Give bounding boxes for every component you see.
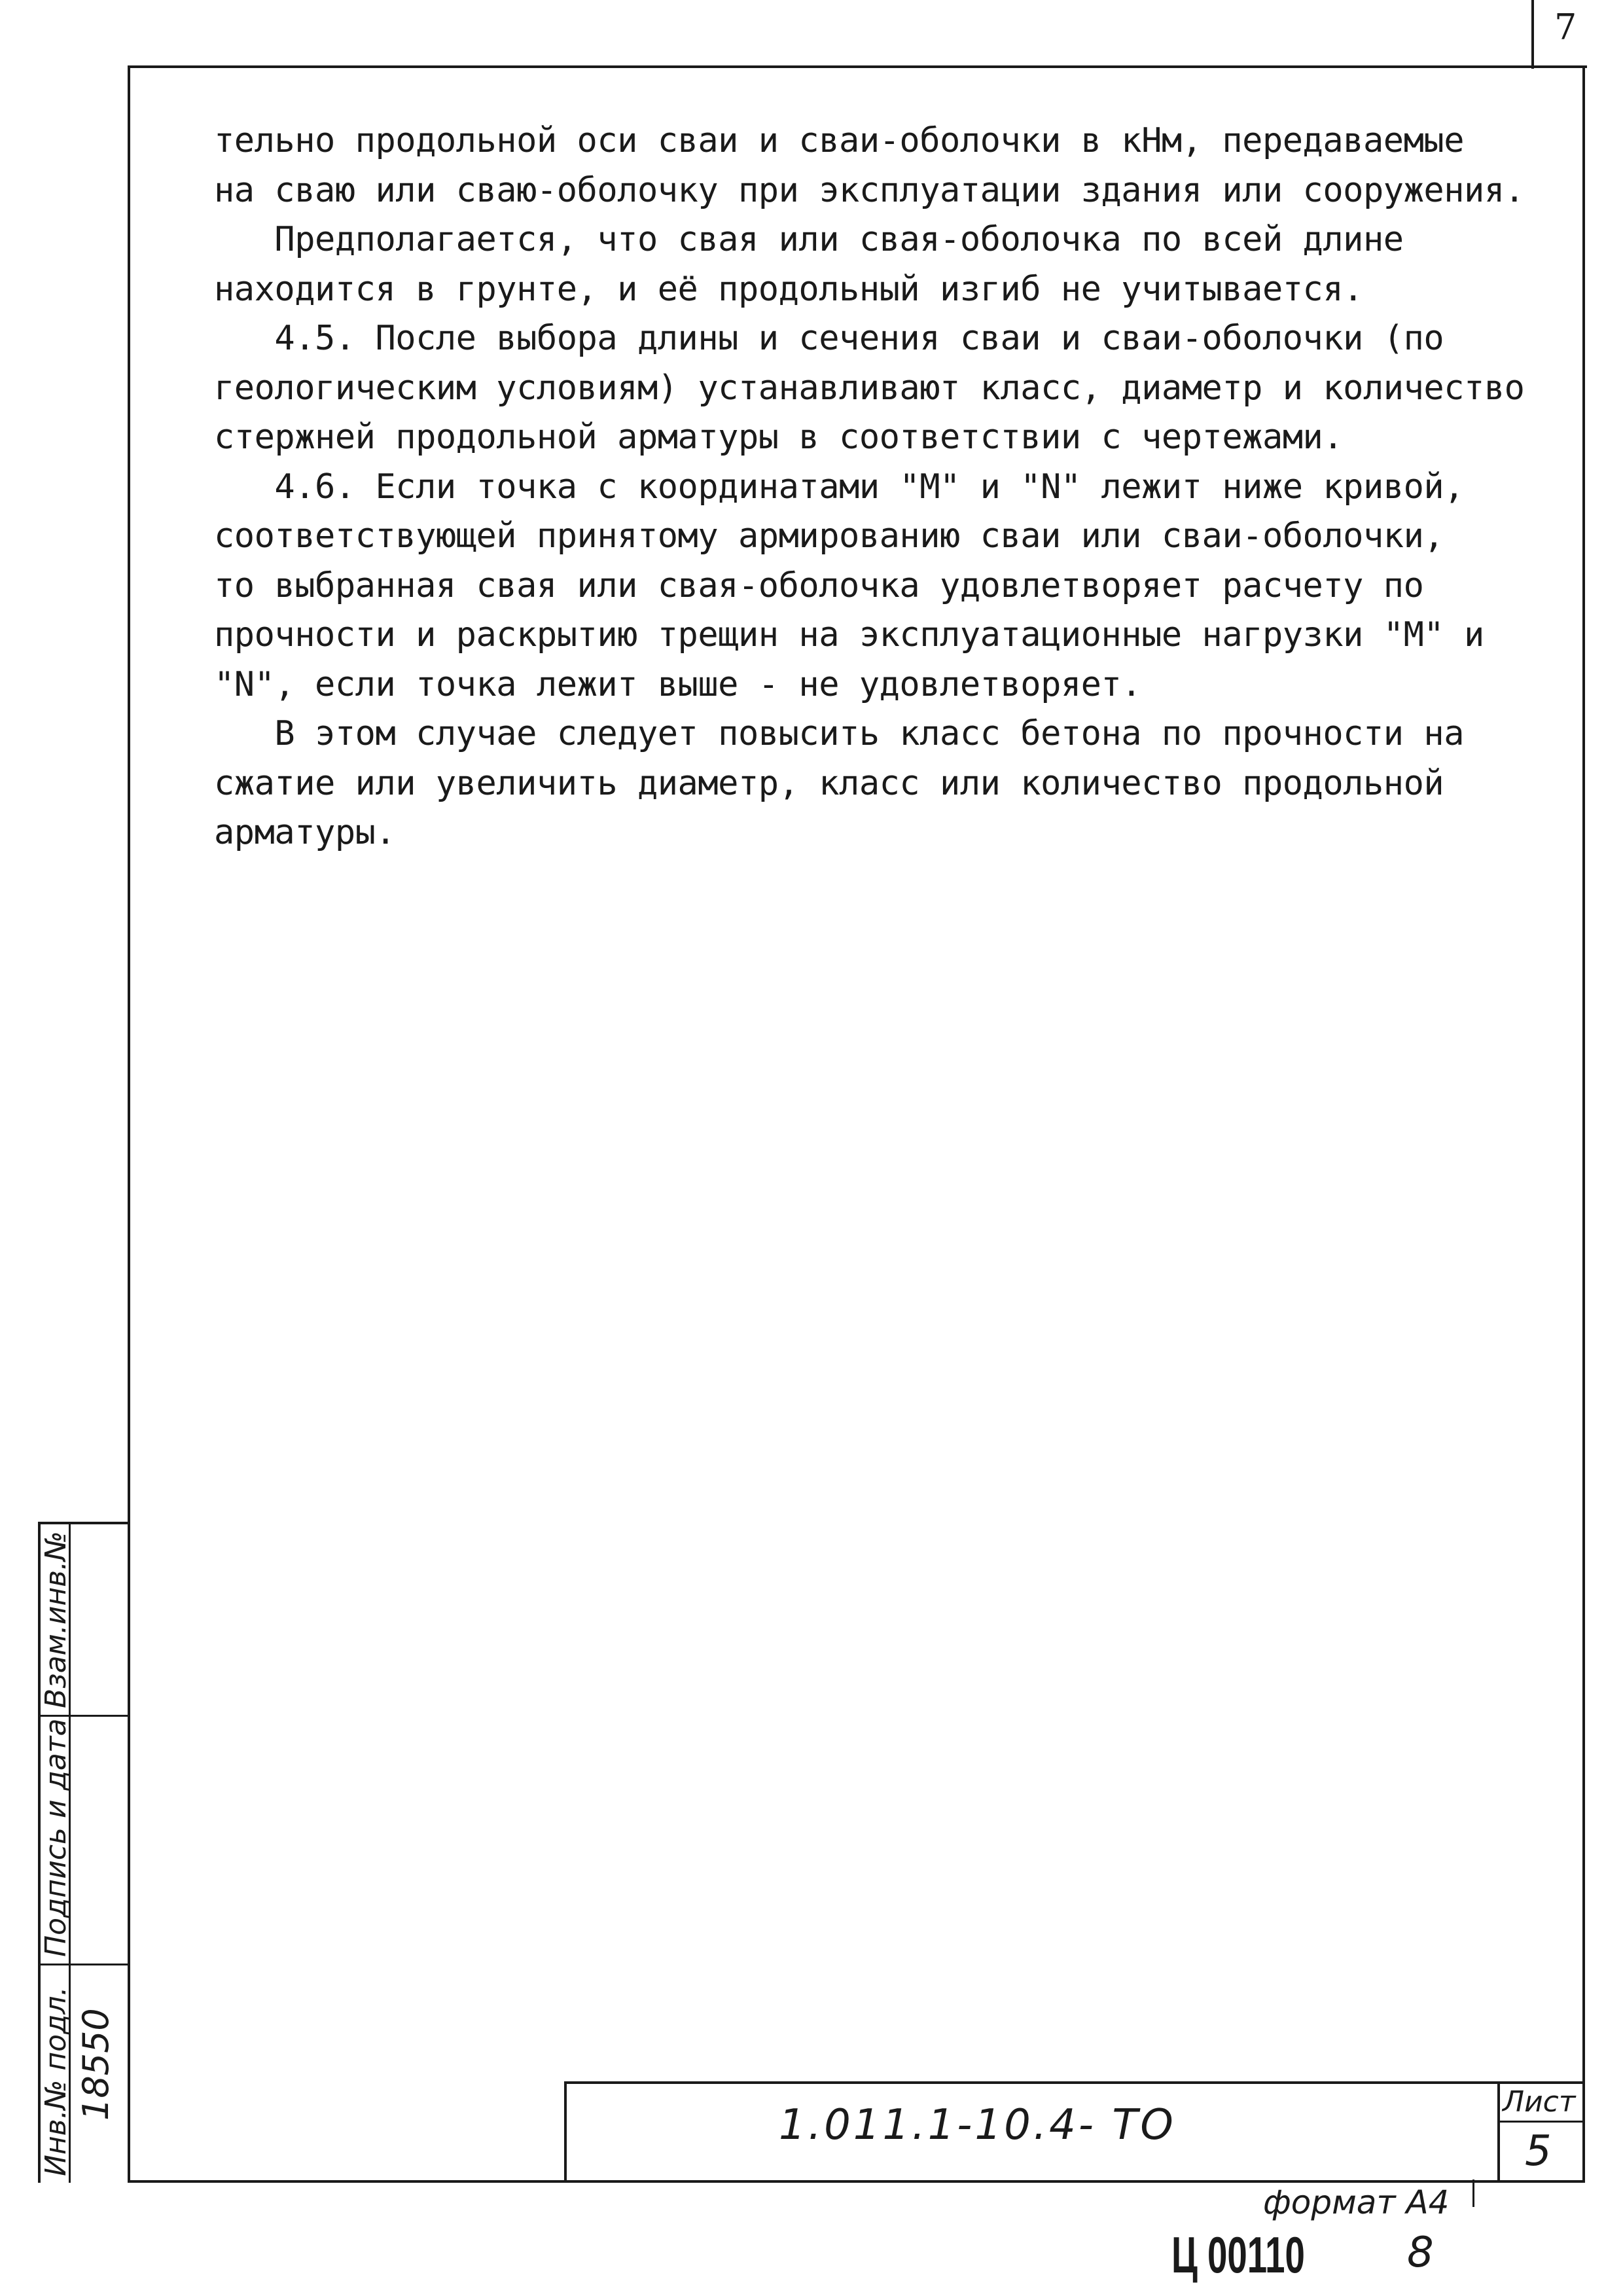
stamp-left — [564, 2081, 567, 2183]
page-number: 7 — [1554, 7, 1577, 48]
text-line: то выбранная свая или свая-оболочка удовлетворяет расчету по — [214, 565, 1424, 605]
text-line: стержней продольной арматуры в соответствии с чертежами. — [214, 418, 1344, 457]
text-line: В этом случае следует повысить класс бетона по прочности на — [214, 714, 1465, 753]
sheet-number: 5 — [1525, 2127, 1552, 2176]
text-line: на сваю или сваю-оболочку при эксплуатации здания или сооружения. — [214, 170, 1525, 210]
text-line: 4.6. Если точка с координатами "М" и "N" лежит ниже кривой, — [214, 467, 1465, 507]
text-line: тельно продольной оси сваи и сваи-оболочки в кНм, передаваемые — [214, 121, 1465, 160]
text-line: "N", если точка лежит выше - не удовлетворяет. — [214, 664, 1142, 704]
margin-split-1 — [38, 1715, 130, 1717]
inv-orig-label: Инв.№ подл. — [39, 1986, 73, 2176]
text-line: Предполагается, что свая или свая-оболочка по всей длине — [214, 220, 1404, 259]
body-text — [214, 117, 1562, 858]
sheet-label: Лист — [1503, 2085, 1576, 2119]
text-line: прочности и раскрытию трещин на эксплуатационные нагрузки "М" и — [214, 615, 1484, 655]
margin-split-2 — [38, 1964, 130, 1965]
stamp-sheet-split — [1497, 2121, 1585, 2123]
page-number-divider — [1531, 0, 1534, 69]
archive-number: 8 — [1407, 2229, 1434, 2277]
inv-orig-value: 18550 — [75, 2008, 116, 2121]
text-line: арматуры. — [214, 813, 396, 852]
replace-inv-label: Взам.инв.№ — [39, 1531, 73, 1708]
text-line: сжатие или увеличить диаметр, класс или количество продольной — [214, 763, 1444, 803]
text-line: находится в грунте, и её продольный изгиб не учитывается. — [214, 269, 1363, 309]
frame-left — [128, 65, 130, 2183]
text-line: соответствующей принятому армированию сваи или сваи-оболочки, — [214, 516, 1444, 556]
margin-top — [38, 1522, 130, 1524]
archive-code: Ц 00110 — [1171, 2226, 1305, 2284]
signature-date-label: Подпись и дата — [39, 1718, 73, 1957]
frame-top — [128, 65, 1587, 68]
format-tick — [1472, 2179, 1474, 2207]
stamp-sheet-divider — [1497, 2081, 1500, 2183]
document-code: 1.011.1-10.4- ТО — [779, 2101, 1176, 2149]
stamp-top — [564, 2081, 1585, 2084]
text-line: геологическим условиям) устанавливают класс, диаметр и количество — [214, 368, 1525, 408]
text-line: 4.5. После выбора длины и сечения сваи и сваи-оболочки (по — [214, 319, 1444, 358]
frame-bottom — [128, 2180, 1585, 2183]
frame-right — [1582, 65, 1585, 2183]
format-label: формат А4 — [1263, 2183, 1450, 2221]
